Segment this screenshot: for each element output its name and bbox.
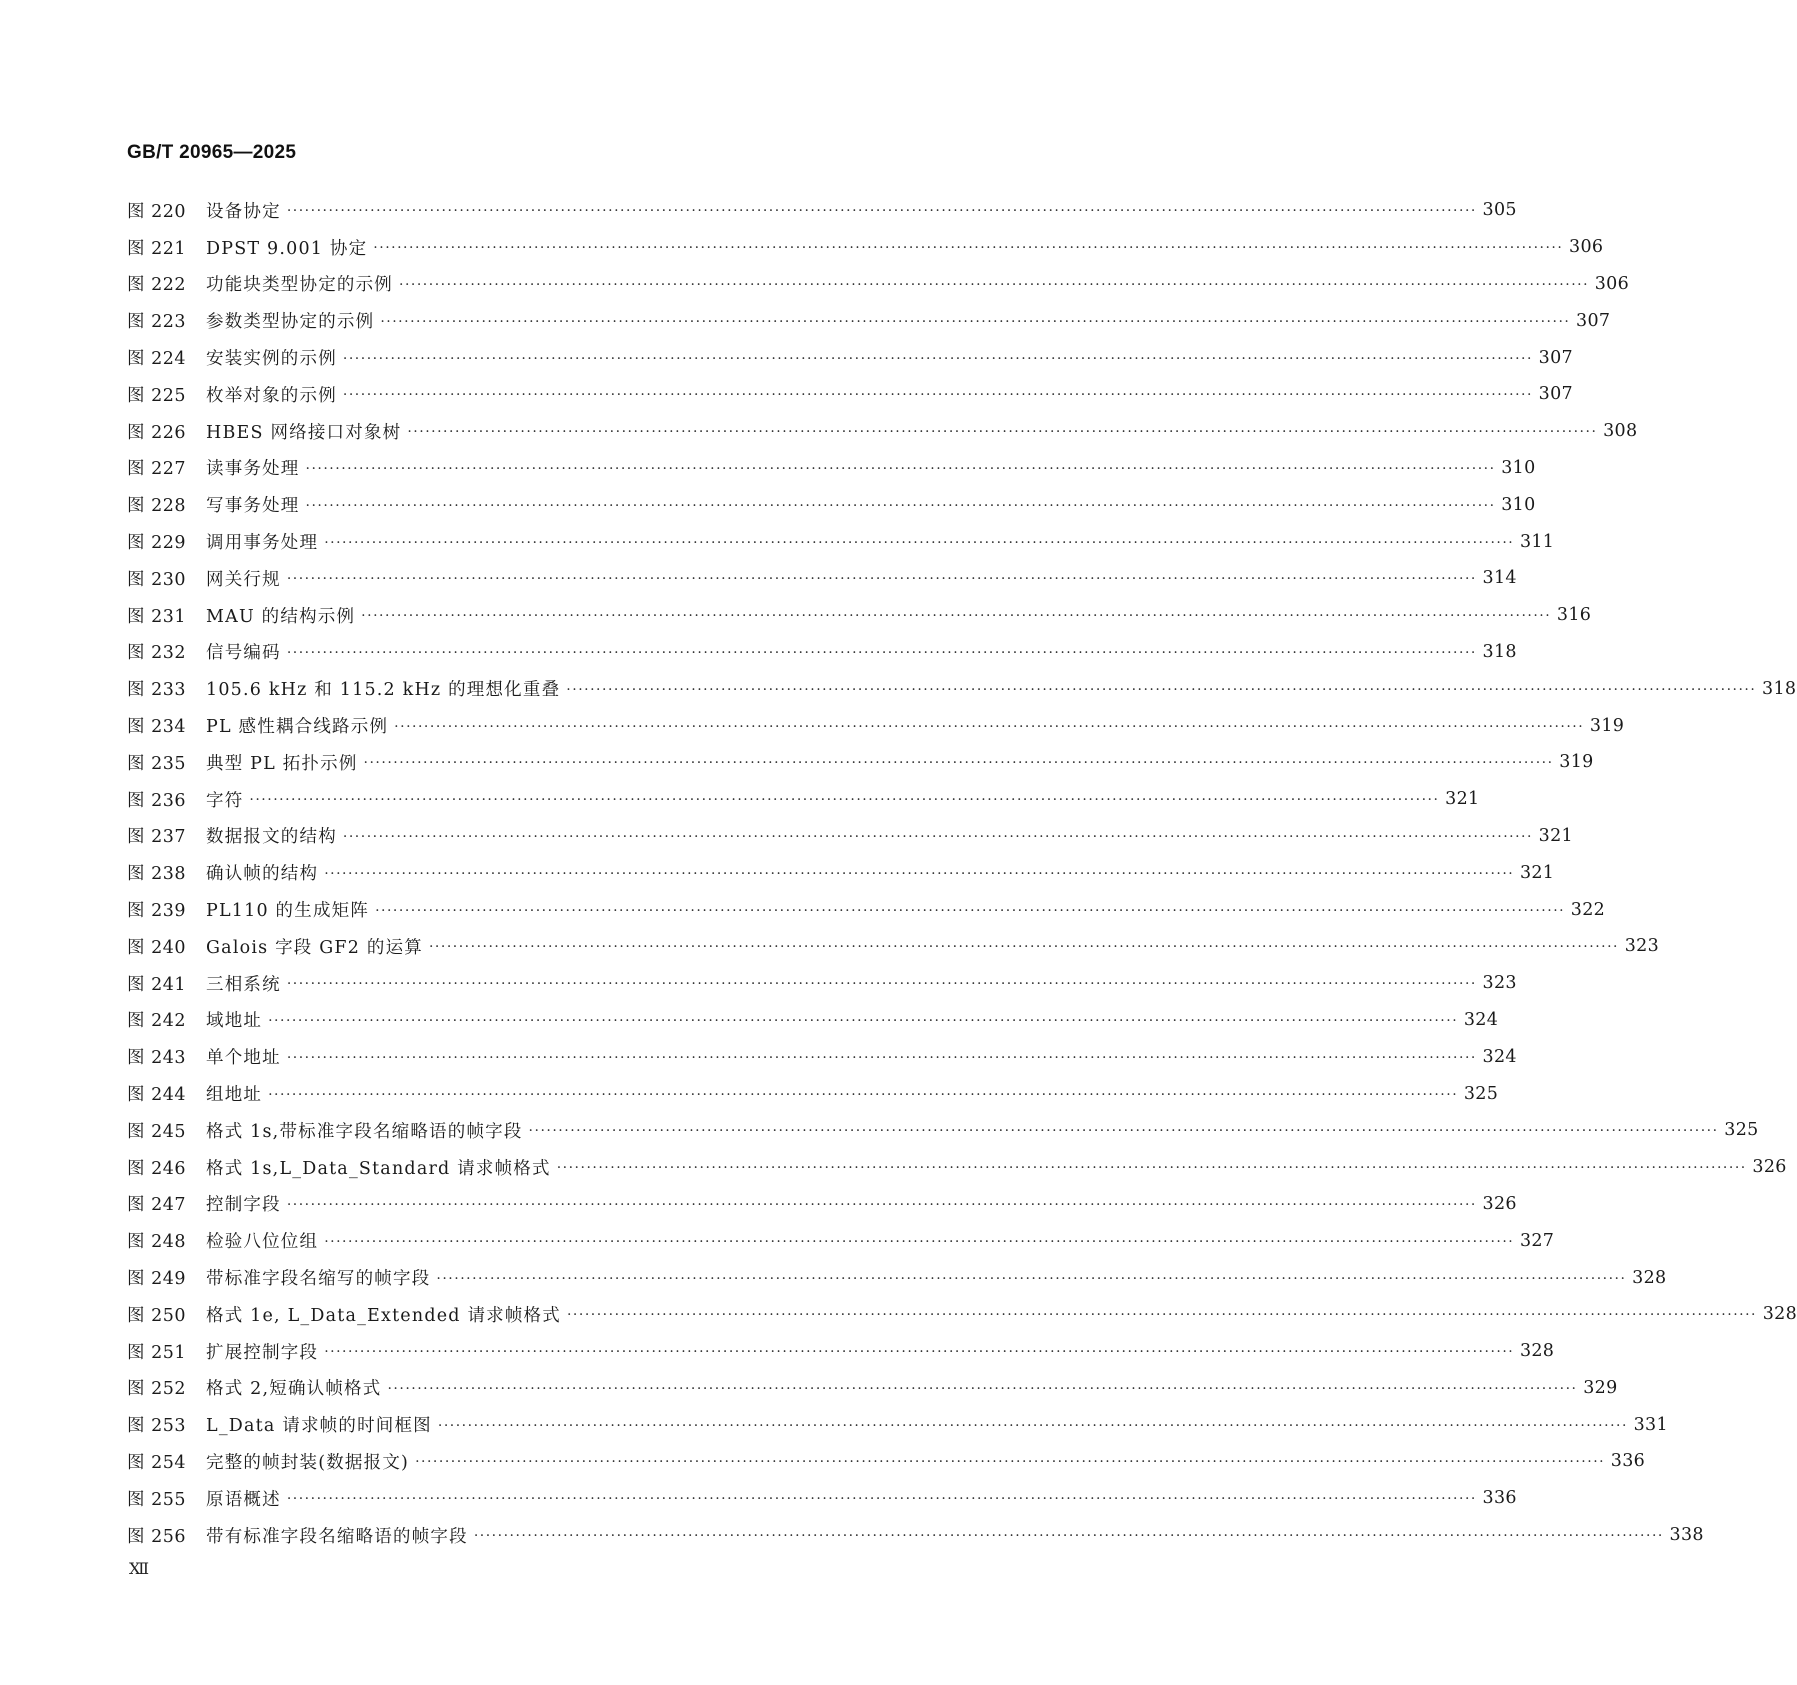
figure-title: MAU 的结构示例	[206, 606, 356, 627]
figure-number: 图 222	[127, 275, 186, 296]
page-number: 321	[1538, 825, 1573, 846]
toc-entry[interactable]	[127, 1222, 1555, 1259]
dot-leader: ········································································································································································································	[286, 644, 1477, 661]
figure-number: 图 238	[127, 864, 186, 885]
toc-entry[interactable]	[127, 339, 1573, 376]
toc-entry[interactable]	[127, 1075, 1499, 1112]
dot-leader: ········································································································································································································	[436, 1270, 1627, 1287]
page-number: 316	[1556, 605, 1592, 626]
dot-leader: ········································································································································································································	[324, 1344, 1515, 1361]
page-number: 326	[1752, 1157, 1787, 1178]
page-folio: Ⅻ	[129, 1559, 150, 1578]
figure-title: 格式 1e, L_Data_Extended 请求帧格式	[206, 1305, 561, 1326]
figure-title: L_Data 请求帧的时间框图	[206, 1416, 432, 1437]
dot-leader: ········································································································································································································	[375, 902, 1566, 919]
toc-entry[interactable]	[127, 1480, 1517, 1517]
page-number: 308	[1603, 421, 1638, 442]
figure-title: 写事务处理	[206, 496, 300, 517]
toc-entry[interactable]	[127, 192, 1517, 229]
figure-number: 图 237	[127, 827, 186, 848]
page-number: 328	[1762, 1304, 1797, 1325]
page-number: 306	[1569, 237, 1604, 258]
toc-entry[interactable]	[127, 1038, 1517, 1075]
figure-number: 图 244	[127, 1085, 186, 1106]
figure-number: 图 247	[127, 1195, 186, 1216]
dot-leader: ········································································································································································································	[286, 203, 1477, 220]
figure-number: 图 243	[127, 1048, 186, 1069]
dot-leader: ········································································································································································································	[556, 1160, 1747, 1177]
figure-number: 图 252	[127, 1379, 186, 1400]
toc-entry[interactable]	[127, 450, 1536, 487]
page-number: 306	[1594, 273, 1630, 294]
figure-title: Galois 字段 GF2 的运算	[206, 937, 423, 958]
figure-number: 图 253	[127, 1416, 186, 1437]
figure-title: 格式 2,短确认帧格式	[206, 1379, 382, 1400]
toc-entry[interactable]	[127, 891, 1606, 928]
toc-entry[interactable]	[127, 1370, 1618, 1407]
dot-leader: ········································································································································································································	[428, 939, 1620, 956]
figure-number: 图 221	[127, 238, 186, 259]
toc-entry[interactable]	[127, 302, 1611, 339]
figure-title: DPST 9.001 协定	[206, 238, 368, 259]
dot-leader: ········································································································································································································	[387, 1380, 1578, 1397]
page-number: 328	[1519, 1341, 1555, 1362]
page-number: 319	[1589, 715, 1625, 736]
figure-number: 图 228	[127, 496, 186, 517]
dot-leader: ········································································································································································································	[342, 350, 1533, 367]
page-number: 323	[1482, 973, 1517, 994]
figure-title: 完整的帧封装(数据报文)	[206, 1452, 410, 1473]
toc-entry[interactable]	[127, 1112, 1759, 1149]
toc-entry[interactable]	[127, 560, 1517, 597]
toc-entry[interactable]	[127, 1333, 1555, 1370]
page-number: 336	[1482, 1488, 1517, 1509]
dot-leader: ········································································································································································································	[394, 718, 1585, 735]
toc-entry[interactable]	[127, 413, 1638, 450]
toc-entry[interactable]	[127, 781, 1480, 818]
toc-entry[interactable]	[127, 928, 1660, 965]
figure-number: 图 230	[127, 569, 186, 590]
page-number: 307	[1538, 347, 1573, 368]
dot-leader: ········································································································································································································	[324, 865, 1515, 882]
page-number: 318	[1762, 678, 1797, 699]
toc-entry[interactable]	[127, 670, 1797, 707]
figure-number: 图 251	[127, 1342, 186, 1363]
figure-number: 图 248	[127, 1232, 186, 1253]
page-number: 325	[1724, 1120, 1759, 1141]
figure-number: 图 231	[127, 606, 186, 627]
figure-title: 调用事务处理	[206, 533, 319, 554]
dot-leader: ········································································································································································································	[342, 828, 1533, 845]
figure-title: 扩展控制字段	[206, 1342, 319, 1363]
figure-number: 图 236	[127, 790, 186, 811]
toc-entry[interactable]	[127, 1186, 1517, 1223]
figure-title: 原语概述	[206, 1489, 281, 1510]
toc-entry[interactable]	[127, 1443, 1646, 1480]
page-number: 325	[1463, 1083, 1499, 1104]
figure-title: 检验八位位组	[206, 1232, 319, 1253]
figure-title: 格式 1s,带标准字段名缩略语的帧字段	[206, 1121, 523, 1142]
page-number: 324	[1482, 1046, 1517, 1067]
page-number: 338	[1669, 1525, 1704, 1546]
dot-leader: ········································································································································································································	[407, 424, 1598, 441]
toc-entry[interactable]	[127, 854, 1555, 891]
figure-number: 图 241	[127, 974, 186, 995]
toc-entry[interactable]	[127, 1296, 1797, 1333]
dot-leader: ········································································································································································································	[415, 1454, 1606, 1471]
figure-title: HBES 网络接口对象树	[206, 422, 402, 443]
dot-leader: ········································································································································································································	[324, 1233, 1515, 1250]
dot-leader: ········································································································································································································	[286, 976, 1477, 993]
figure-number: 图 239	[127, 901, 186, 922]
figure-title: 参数类型协定的示例	[206, 312, 375, 333]
figure-title: 确认帧的结构	[206, 864, 319, 885]
page-number: 314	[1482, 568, 1517, 589]
toc-entry[interactable]	[127, 597, 1592, 634]
figure-title: 读事务处理	[206, 459, 300, 480]
figure-number: 图 225	[127, 385, 186, 406]
figure-title: 三相系统	[206, 974, 281, 995]
page-number: 327	[1519, 1230, 1555, 1251]
figure-title: 网关行规	[206, 569, 281, 590]
dot-leader: ········································································································································································································	[286, 1196, 1477, 1213]
page-number: 321	[1445, 789, 1480, 810]
page-number: 323	[1624, 936, 1660, 957]
figure-title: 域地址	[206, 1011, 263, 1032]
figure-number: 图 242	[127, 1011, 186, 1032]
dot-leader: ········································································································································································································	[399, 276, 1590, 293]
toc-entry[interactable]	[127, 1259, 1667, 1296]
figure-number: 图 227	[127, 459, 186, 480]
figure-title: 数据报文的结构	[206, 827, 337, 848]
toc-entry[interactable]	[127, 486, 1536, 523]
toc-entry[interactable]	[127, 1149, 1787, 1186]
page-number: 329	[1583, 1377, 1618, 1398]
figure-number: 图 254	[127, 1452, 186, 1473]
toc-entry[interactable]	[127, 1517, 1704, 1554]
dot-leader: ········································································································································································································	[305, 460, 1496, 477]
dot-leader: ········································································································································································································	[380, 313, 1571, 330]
toc-entry[interactable]	[127, 1406, 1668, 1443]
page-number: 311	[1519, 531, 1555, 552]
figure-title: 安装实例的示例	[206, 349, 337, 370]
page-number: 324	[1463, 1009, 1499, 1030]
dot-leader: ········································································································································································································	[361, 608, 1552, 625]
figure-title: 功能块类型协定的示例	[206, 275, 393, 296]
toc-entry[interactable]	[127, 266, 1630, 303]
figure-number: 图 249	[127, 1269, 186, 1289]
dot-leader: ········································································································································································································	[268, 1012, 1459, 1029]
figure-number: 图 240	[127, 937, 186, 958]
figure-title: 枚举对象的示例	[206, 385, 337, 406]
figure-list-toc	[127, 192, 1797, 1553]
page-number: 318	[1482, 641, 1517, 662]
dot-leader: ········································································································································································································	[286, 571, 1477, 588]
toc-entry[interactable]	[127, 744, 1594, 781]
page-number: 307	[1538, 384, 1573, 405]
page-number: 322	[1570, 899, 1606, 920]
figure-number: 图 226	[127, 422, 186, 443]
dot-leader: ········································································································································································································	[286, 1049, 1477, 1066]
figure-title: 105.6 kHz 和 115.2 kHz 的理想化重叠	[206, 680, 561, 701]
dot-leader: ········································································································································································································	[528, 1123, 1719, 1140]
figure-title: 字符	[206, 790, 244, 811]
dot-leader: ········································································································································································································	[437, 1417, 1628, 1434]
page-number: 307	[1576, 310, 1611, 331]
figure-title: 设备协定	[206, 201, 281, 222]
figure-number: 图 245	[127, 1121, 186, 1142]
figure-number: 图 224	[127, 349, 186, 370]
document-code-header: GB/T 20965—2025	[127, 142, 297, 163]
dot-leader: ········································································································································································································	[286, 1491, 1477, 1508]
figure-number: 图 223	[127, 312, 186, 333]
figure-title: 组地址	[206, 1085, 263, 1106]
figure-number: 图 229	[127, 533, 186, 554]
figure-title: 格式 1s,L_Data_Standard 请求帧格式	[206, 1158, 551, 1179]
figure-title: 典型 PL 拓扑示例	[206, 753, 358, 774]
page-number: 310	[1501, 494, 1536, 515]
figure-number: 图 232	[127, 643, 186, 664]
page-number: 328	[1632, 1267, 1667, 1288]
page-number: 326	[1482, 1193, 1517, 1214]
figure-title: 单个地址	[206, 1048, 281, 1069]
dot-leader: ········································································································································································································	[566, 681, 1757, 698]
page-number: 331	[1633, 1414, 1668, 1435]
figure-title: PL110 的生成矩阵	[206, 901, 370, 922]
page-number: 336	[1610, 1451, 1646, 1472]
figure-title: 带标准字段名缩写的帧字段	[206, 1269, 431, 1289]
page-number: 319	[1559, 752, 1594, 773]
figure-number: 图 220	[127, 201, 186, 222]
figure-number: 图 233	[127, 680, 186, 701]
dot-leader: ········································································································································································································	[373, 240, 1564, 257]
toc-entry[interactable]	[127, 376, 1573, 413]
toc-entry[interactable]	[127, 818, 1573, 855]
figure-title: 控制字段	[206, 1195, 281, 1216]
page-number: 310	[1501, 457, 1536, 478]
toc-entry[interactable]	[127, 965, 1517, 1002]
toc-entry[interactable]	[127, 707, 1625, 744]
dot-leader: ········································································································································································································	[473, 1528, 1664, 1545]
figure-number: 图 234	[127, 717, 186, 738]
page-number: 305	[1482, 200, 1517, 221]
toc-entry[interactable]	[127, 634, 1517, 671]
figure-number: 图 235	[127, 753, 186, 774]
figure-number: 图 250	[127, 1305, 186, 1326]
dot-leader: ········································································································································································································	[342, 387, 1533, 404]
dot-leader: ········································································································································································································	[324, 534, 1515, 551]
figure-title: PL 感性耦合线路示例	[206, 717, 389, 738]
toc-entry[interactable]	[127, 229, 1604, 266]
figure-number: 图 256	[127, 1526, 186, 1547]
dot-leader: ········································································································································································································	[566, 1307, 1758, 1324]
figure-number: 图 255	[127, 1489, 186, 1510]
dot-leader: ········································································································································································································	[268, 1086, 1459, 1103]
figure-number: 图 246	[127, 1158, 186, 1179]
dot-leader: ········································································································································································································	[305, 497, 1496, 514]
toc-entry[interactable]	[127, 1002, 1499, 1039]
figure-title: 带有标准字段名缩略语的帧字段	[206, 1526, 468, 1547]
page-number: 321	[1519, 862, 1555, 883]
dot-leader: ········································································································································································································	[363, 755, 1554, 772]
dot-leader: ········································································································································································································	[249, 792, 1440, 809]
toc-entry[interactable]	[127, 523, 1555, 560]
figure-title: 信号编码	[206, 643, 281, 664]
